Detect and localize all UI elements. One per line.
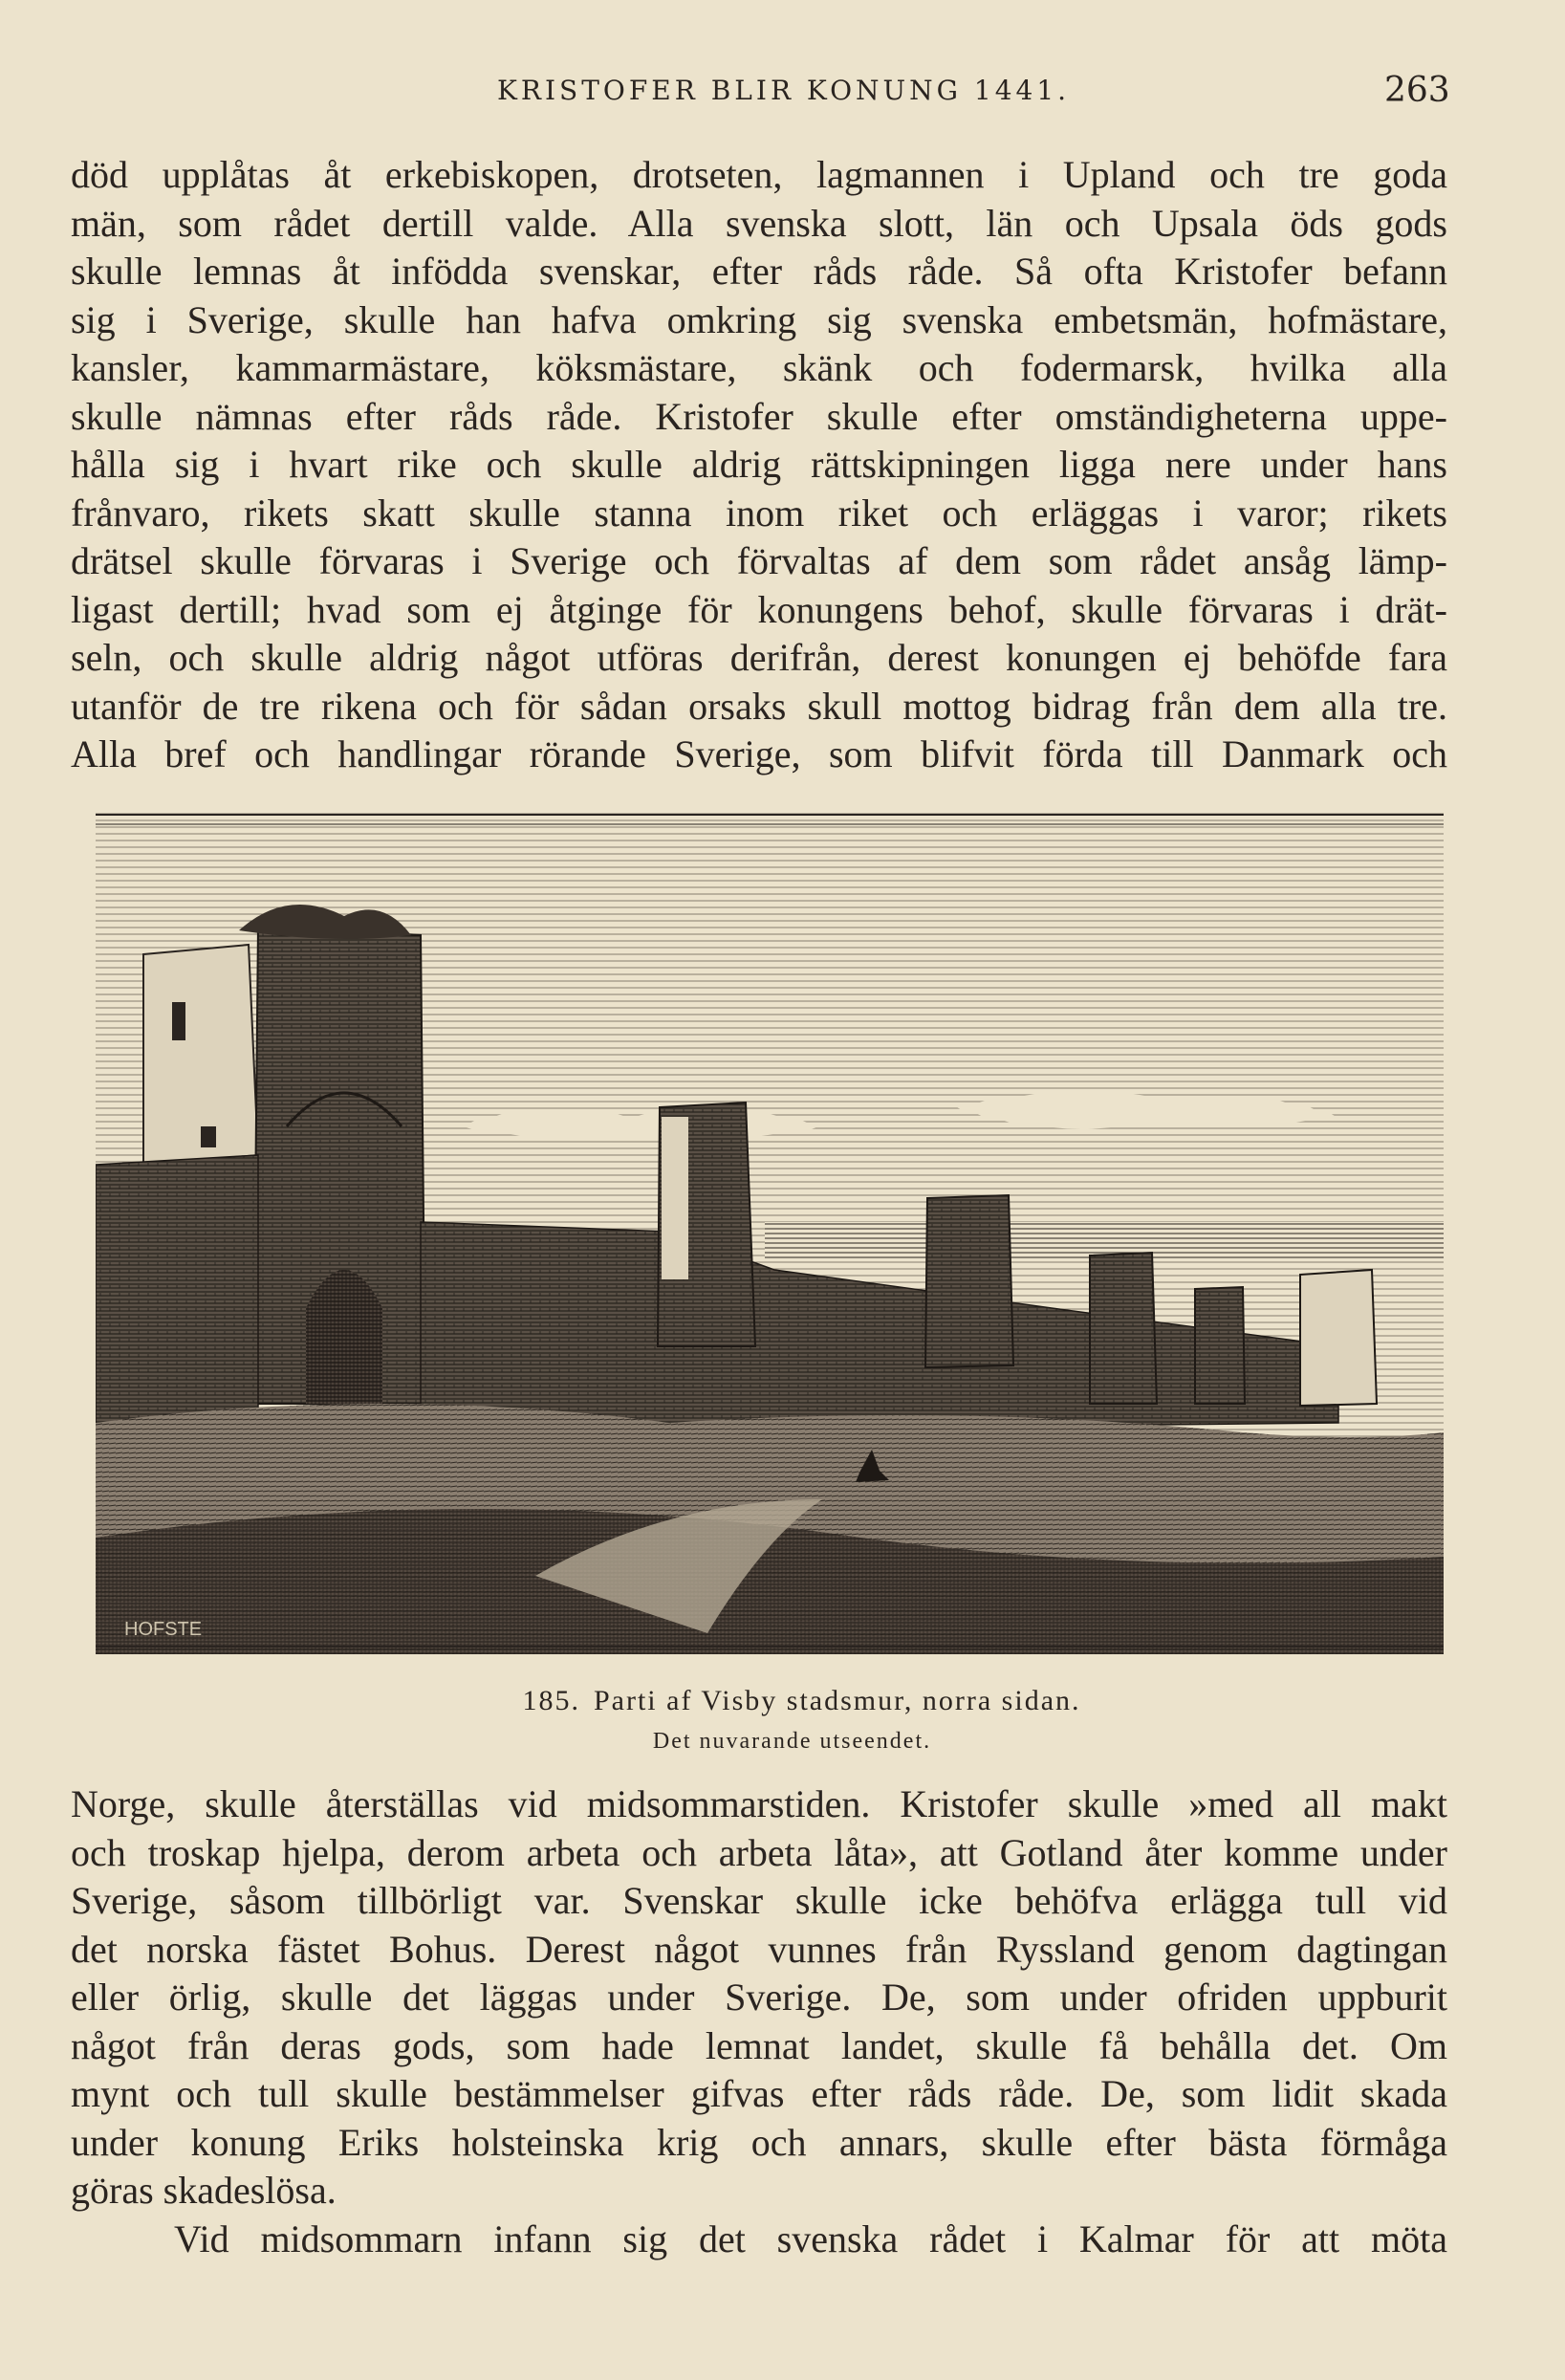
text-line: under konung Eriks holsteinska krig och annars, skulle efter bästa förmåga bbox=[71, 2120, 1447, 2164]
city-wall bbox=[96, 1155, 258, 1432]
text-line: något från deras gods, som hade lemnat landet, skulle få behålla det. Om bbox=[71, 2023, 1447, 2067]
wall-tower bbox=[1090, 1253, 1157, 1404]
text-line: och troskap hjelpa, derom arbeta och arbeta låta», att Gotland åter komme under bbox=[71, 1830, 1447, 1874]
text-line: sig i Sverige, skulle han hafva omkring sig svenska embetsmän, hofmästare, bbox=[71, 297, 1447, 341]
figure-caption bbox=[0, 1685, 1565, 1717]
visby-wall-engraving bbox=[96, 811, 1444, 1654]
engraver-signature: HOFSTE bbox=[124, 1619, 203, 1640]
text-line: död upplåtas åt erkebiskopen, drotseten, lagmannen i Upland och tre goda bbox=[71, 153, 1447, 196]
gate-arch bbox=[306, 1270, 382, 1404]
wall-tower bbox=[1300, 1270, 1377, 1406]
text-line: frånvaro, rikets skatt skulle stanna inom riket och erläggas i varor; rikets bbox=[71, 491, 1447, 535]
text-line: ligast dertill; hvad som ej åtginge för konungens behof, skulle förvaras i drät- bbox=[71, 587, 1447, 631]
text-line: seln, och skulle aldrig något utföras derifrån, derest konungen ej behöfde fara bbox=[71, 636, 1447, 679]
text-line: kansler, kammarmästare, köksmästare, skänk och fodermarsk, hvilka alla bbox=[71, 346, 1447, 389]
text-line: män, som rådet dertill valde. Alla svenska slott, län och Upsala öds gods bbox=[71, 201, 1447, 245]
text-line: eller örlig, skulle det läggas under Sverige. De, som under ofriden uppburit bbox=[71, 1976, 1447, 2019]
text-line: Sverige, såsom tillbörligt var. Svenskar skulle icke behöfva erlägga tull vid bbox=[71, 1879, 1447, 1922]
figure-caption-text: Parti af Visby stadsmur, norra sidan. bbox=[593, 1685, 1081, 1716]
paragraph-bottom bbox=[71, 1780, 1447, 2263]
figure-subcaption: Det nuvarande utseendet. bbox=[652, 1729, 932, 1754]
text-line: Vid midsommarn infann sig det svenska rådet i Kalmar för att möta bbox=[174, 2216, 1447, 2260]
text-line: skulle nämnas efter råds råde. Kristofer skulle efter omständigheterna uppe- bbox=[71, 394, 1447, 438]
text-line: mynt och tull skulle bestämmelser gifvas efter råds råde. De, som lidit skada bbox=[71, 2072, 1447, 2115]
text-line: det norska fästet Bohus. Derest något vunnes från Ryssland genom dagtingan bbox=[71, 1927, 1447, 1971]
wall-tower bbox=[925, 1195, 1013, 1367]
text-line: skulle lemnas åt infödda svenskar, efter råds råde. Så ofta Kristofer befann bbox=[71, 250, 1447, 293]
figure-engraving bbox=[96, 811, 1444, 1654]
text-line: Norge, skulle återställas vid midsommarstiden. Kristofer skulle »med all makt bbox=[71, 1782, 1447, 1825]
wall-tower bbox=[1195, 1287, 1245, 1404]
text-line: drätsel skulle förvaras i Sverige och förvaltas af dem som rådet ansåg lämp- bbox=[71, 539, 1447, 582]
running-title: KRISTOFER BLIR KONUNG 1441. bbox=[497, 75, 1071, 106]
text-line: utanför de tre rikena och för sådan orsaks skull mottog bidrag från dem alla tre. bbox=[71, 684, 1447, 728]
figure-number: 185. bbox=[522, 1685, 580, 1716]
text-line: Alla bref och handlingar rörande Sverige, som blifvit förda till Danmark och bbox=[71, 732, 1447, 775]
paragraph-top bbox=[71, 151, 1447, 779]
text-line: göras skadeslösa. bbox=[71, 2169, 337, 2212]
page-number: 263 bbox=[1384, 71, 1450, 110]
text-line: hålla sig i hvart rike och skulle aldrig rättskipningen ligga nere under hans bbox=[71, 443, 1447, 486]
